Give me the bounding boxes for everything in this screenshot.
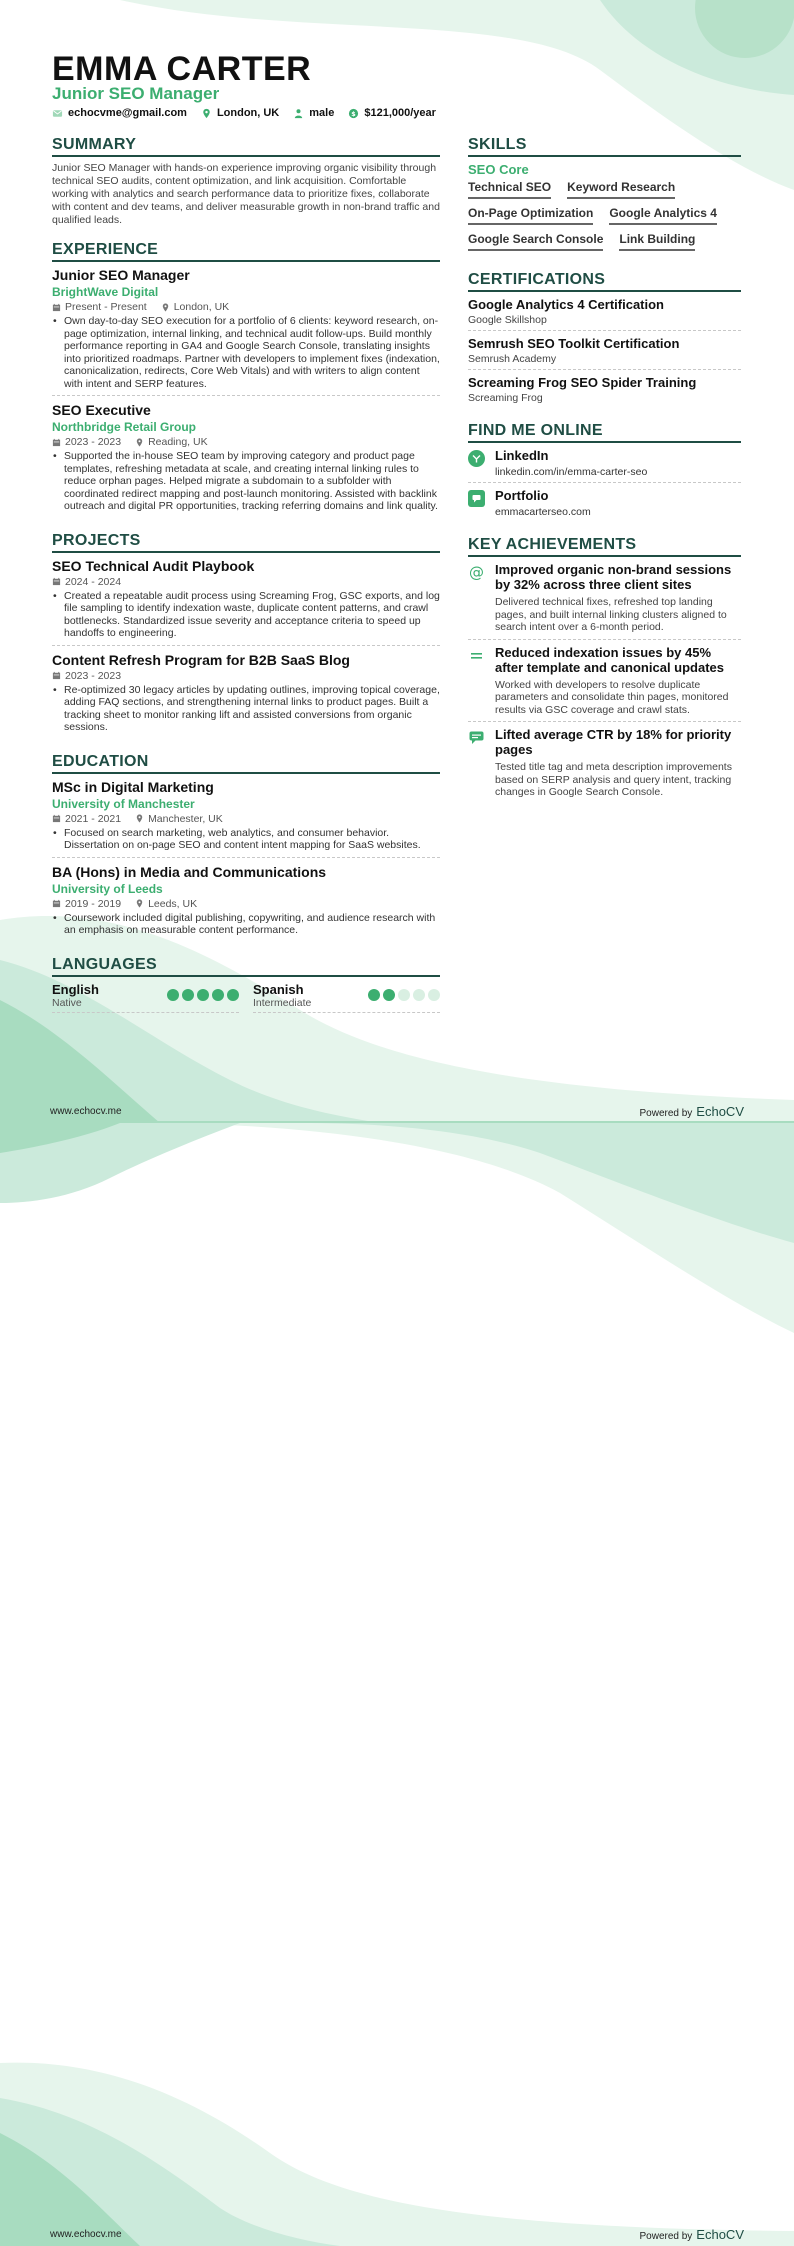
experience-dates: Present - Present [65,301,147,313]
projects-heading: PROJECTS [52,532,440,553]
calendar-icon [52,814,61,823]
rating-dot-filled [383,989,395,1001]
footer-powered-text: Powered by [639,1108,693,1119]
footer-brand[interactable]: EchoCV [696,1104,744,1119]
language-name: Spanish [253,981,304,997]
online-item[interactable] [468,488,741,522]
certification-issuer: Google Skillshop [468,314,547,326]
contact-email[interactable] [52,107,187,119]
achievement-title: Reduced indexation issues by 45% after template and canonical updates [495,644,725,675]
projects-section [52,532,440,739]
online-label: LinkedIn [495,448,549,463]
skill-tag: Link Building [619,232,695,251]
footer-website[interactable]: www.echocv.me [50,1106,122,1117]
project-title: SEO Technical Audit Playbook [52,557,255,574]
achievement-title: Lifted average CTR by 18% for priority pages [495,727,732,757]
achievement-description: Tested title tag and meta description improvements based on SERP analysis and query intent, tracking changes in Google Search Console. [495,761,732,798]
chat-icon [468,729,485,746]
education-meta [52,898,440,910]
summary-heading: SUMMARY [52,136,440,157]
experience-heading: EXPERIENCE [52,241,440,262]
calendar-icon [52,303,61,312]
achievement-item [468,727,741,804]
experience-section [52,241,440,518]
achievements-heading: KEY ACHIEVEMENTS [468,536,741,557]
education-degree: BA (Hons) in Media and Communications [52,863,327,880]
languages-heading: LANGUAGES [52,956,440,977]
education-description: • Focused on search marketing, web analytics, and consumer behavior. Dissertation on on-page SEO and content intent mapping for SaaS websites. [52,827,440,852]
online-item[interactable] [468,448,741,483]
experience-meta [52,301,440,313]
achievement-description: Delivered technical fixes, refreshed top landing pages, and built internal linking clusters aligned to search intent over a 6-month period. [495,596,727,633]
contact-bar [52,107,436,119]
experience-role: Junior SEO Manager [52,267,190,283]
project-entry [52,558,440,646]
rating-dot-empty [413,989,425,1001]
certification-item [468,336,741,370]
language-level: Native [52,996,82,1009]
skills-heading: SKILLS [468,136,741,157]
rating-dot-filled [167,989,179,1001]
right-column [468,136,741,818]
experience-description: • Own day-to-day SEO execution for a portfolio of 6 clients: keyword research, on-page optimization, internal linking, and technical audit follow-ups. Build monthly performance reporting in GA4 and Google Search Console, translating insights into prioritized roadmaps. Partner with developers to implement fixes (indexation, canonicalization, redirects, Core Web Vitals) and with writers to align content with intent and SERP features. [52,315,440,390]
contact-salary-text: $121,000/year [364,107,436,119]
achievement-title: Improved organic non-brand sessions by 32% across three client sites [495,562,732,592]
online-link[interactable]: emmacarterseo.com [495,506,591,518]
calendar-icon [52,438,61,447]
project-dates: 2024 - 2024 [65,575,122,588]
achievement-description: Worked with developers to resolve duplicate parameters and consolidate thin pages, monitored results via GSC coverage and crawl stats. [495,678,729,716]
certification-title: Google Analytics 4 Certification [468,297,665,312]
language-rating [368,989,440,1001]
location-pin-icon [135,814,144,823]
skills-section [468,136,741,251]
rating-dot-filled [368,989,380,1001]
calendar-icon [52,671,61,680]
certifications-section [468,271,741,408]
experience-company: BrightWave Digital [52,285,159,299]
candidate-name: EMMA CARTER [52,50,312,88]
contact-email-text: echocvme@gmail.com [68,107,187,119]
achievement-item [468,645,741,723]
at-icon [468,564,485,581]
project-meta [52,670,440,682]
education-entry [52,779,440,858]
education-location: Manchester, UK [148,812,223,825]
footer-powered [639,2227,744,2242]
project-description: • Created a repeatable audit process using Screaming Frog, GSC exports, and log file sampling to identify indexation waste, duplicate content patterns, and crawl bottlenecks. Standardized issue severity and acceptance criteria to speed up handoffs to engineering. [52,590,440,640]
education-entry [52,864,440,942]
experience-company: Northbridge Retail Group [52,420,196,434]
online-heading: FIND ME ONLINE [468,422,741,443]
education-school: University of Leeds [52,881,163,896]
experience-dates: 2023 - 2023 [65,436,122,448]
education-heading: EDUCATION [52,753,440,774]
rating-dot-filled [212,989,224,1001]
summary-section [52,136,440,227]
online-link[interactable]: linkedin.com/in/emma-carter-seo [495,466,648,478]
project-meta [52,576,440,588]
location-pin-icon [161,303,170,312]
skill-tag: Keyword Research [567,180,675,199]
footer-brand[interactable]: EchoCV [696,2227,744,2242]
languages-list [52,982,440,1013]
linkedin-icon [468,450,485,467]
skill-tag: On-Page Optimization [468,206,593,225]
language-name: English [52,981,99,997]
experience-meta [52,436,440,448]
summary-text: Junior SEO Manager with hands-on experience improving organic visibility through technical SEO audits, content optimization, and link acquisition. Comfortable working with analytics and search performance data to prioritize fixes, collaborate with content and dev teams, and deliver measurable growth in non-brand traffic and qualified leads. [52,162,440,226]
calendar-icon [52,577,61,586]
lines-icon [468,647,485,664]
resume-page-2 [0,1123,794,2246]
achievement-item [468,562,741,640]
person-icon [293,108,304,119]
experience-location: London, UK [173,301,230,313]
project-title: Content Refresh Program for B2B SaaS Blog [52,651,350,668]
certification-issuer: Semrush Academy [468,353,557,365]
certification-item [468,297,741,331]
education-location: Leeds, UK [148,897,198,910]
language-rating [167,989,239,1001]
footer-website[interactable]: www.echocv.me [50,2229,122,2240]
contact-gender-text: male [309,107,335,119]
calendar-icon [52,899,61,908]
education-dates: 2019 - 2019 [65,897,122,910]
contact-salary [348,107,436,119]
skills-category: SEO Core [468,162,529,177]
online-label: Portfolio [495,488,549,503]
contact-location [201,107,279,119]
education-school: University of Manchester [52,796,195,811]
experience-role: SEO Executive [52,402,151,418]
email-icon [52,108,63,119]
rating-dot-filled [182,989,194,1001]
money-icon [348,108,359,119]
project-description: • Re-optimized 30 legacy articles by updating outlines, improving topical coverage, adding FAQ sections, and strengthening internal links to product pages. Built a tracking sheet to monitor ranking lift and assisted conversions from organic sessions. [52,684,440,734]
education-section [52,753,440,942]
location-pin-icon [135,438,144,447]
language-item [52,982,239,1013]
portfolio-icon [468,490,485,507]
rating-dot-filled [227,989,239,1001]
left-column [52,136,440,1027]
experience-entry [52,402,440,518]
project-entry [52,652,440,739]
education-degree: MSc in Digital Marketing [52,778,214,795]
location-pin-icon [135,899,144,908]
experience-location: Reading, UK [148,436,208,448]
footer-powered [639,1104,744,1119]
experience-entry [52,267,440,396]
certification-title: Semrush SEO Toolkit Certification [468,336,680,351]
achievements-section [468,536,741,804]
certifications-heading: CERTIFICATIONS [468,271,741,292]
svg-text:@: @ [469,564,484,581]
language-level: Intermediate [253,996,312,1009]
skill-tag: Google Search Console [468,232,603,251]
location-pin-icon [201,108,212,119]
education-meta [52,813,440,825]
rating-dot-filled [197,989,209,1001]
contact-gender [293,107,334,119]
svg-text:$: $ [351,109,357,118]
skill-tag: Google Analytics 4 [609,206,717,225]
contact-location-text: London, UK [216,107,280,119]
certification-title: Screaming Frog SEO Spider Training [468,375,697,390]
rating-dot-empty [398,989,410,1001]
project-dates: 2023 - 2023 [65,669,122,682]
skill-tag: Technical SEO [468,180,551,199]
skills-tags [468,180,741,251]
online-section [468,422,741,522]
certification-issuer: Screaming Frog [468,392,543,404]
rating-dot-empty [428,989,440,1001]
certification-item [468,375,741,408]
education-dates: 2021 - 2021 [65,812,122,825]
experience-description: • Supported the in-house SEO team by improving category and product page templates, refreshing metadata at scale, and creating internal linking rules to reduce orphan pages. Helped migrate a subdomain to a subfolder with coordinated redirect mapping and post-launch monitoring. Assisted with backlink outreach and digital PR opportunities, tracking referring domains and link quality. [52,450,440,513]
footer-powered-text: Powered by [639,2231,693,2242]
education-description: • Coursework included digital publishing, copywriting, and audience research with an emphasis on measurable content performance. [52,912,440,937]
languages-section [52,956,440,1013]
language-item [253,982,440,1013]
job-title: Junior SEO Manager [52,84,220,103]
